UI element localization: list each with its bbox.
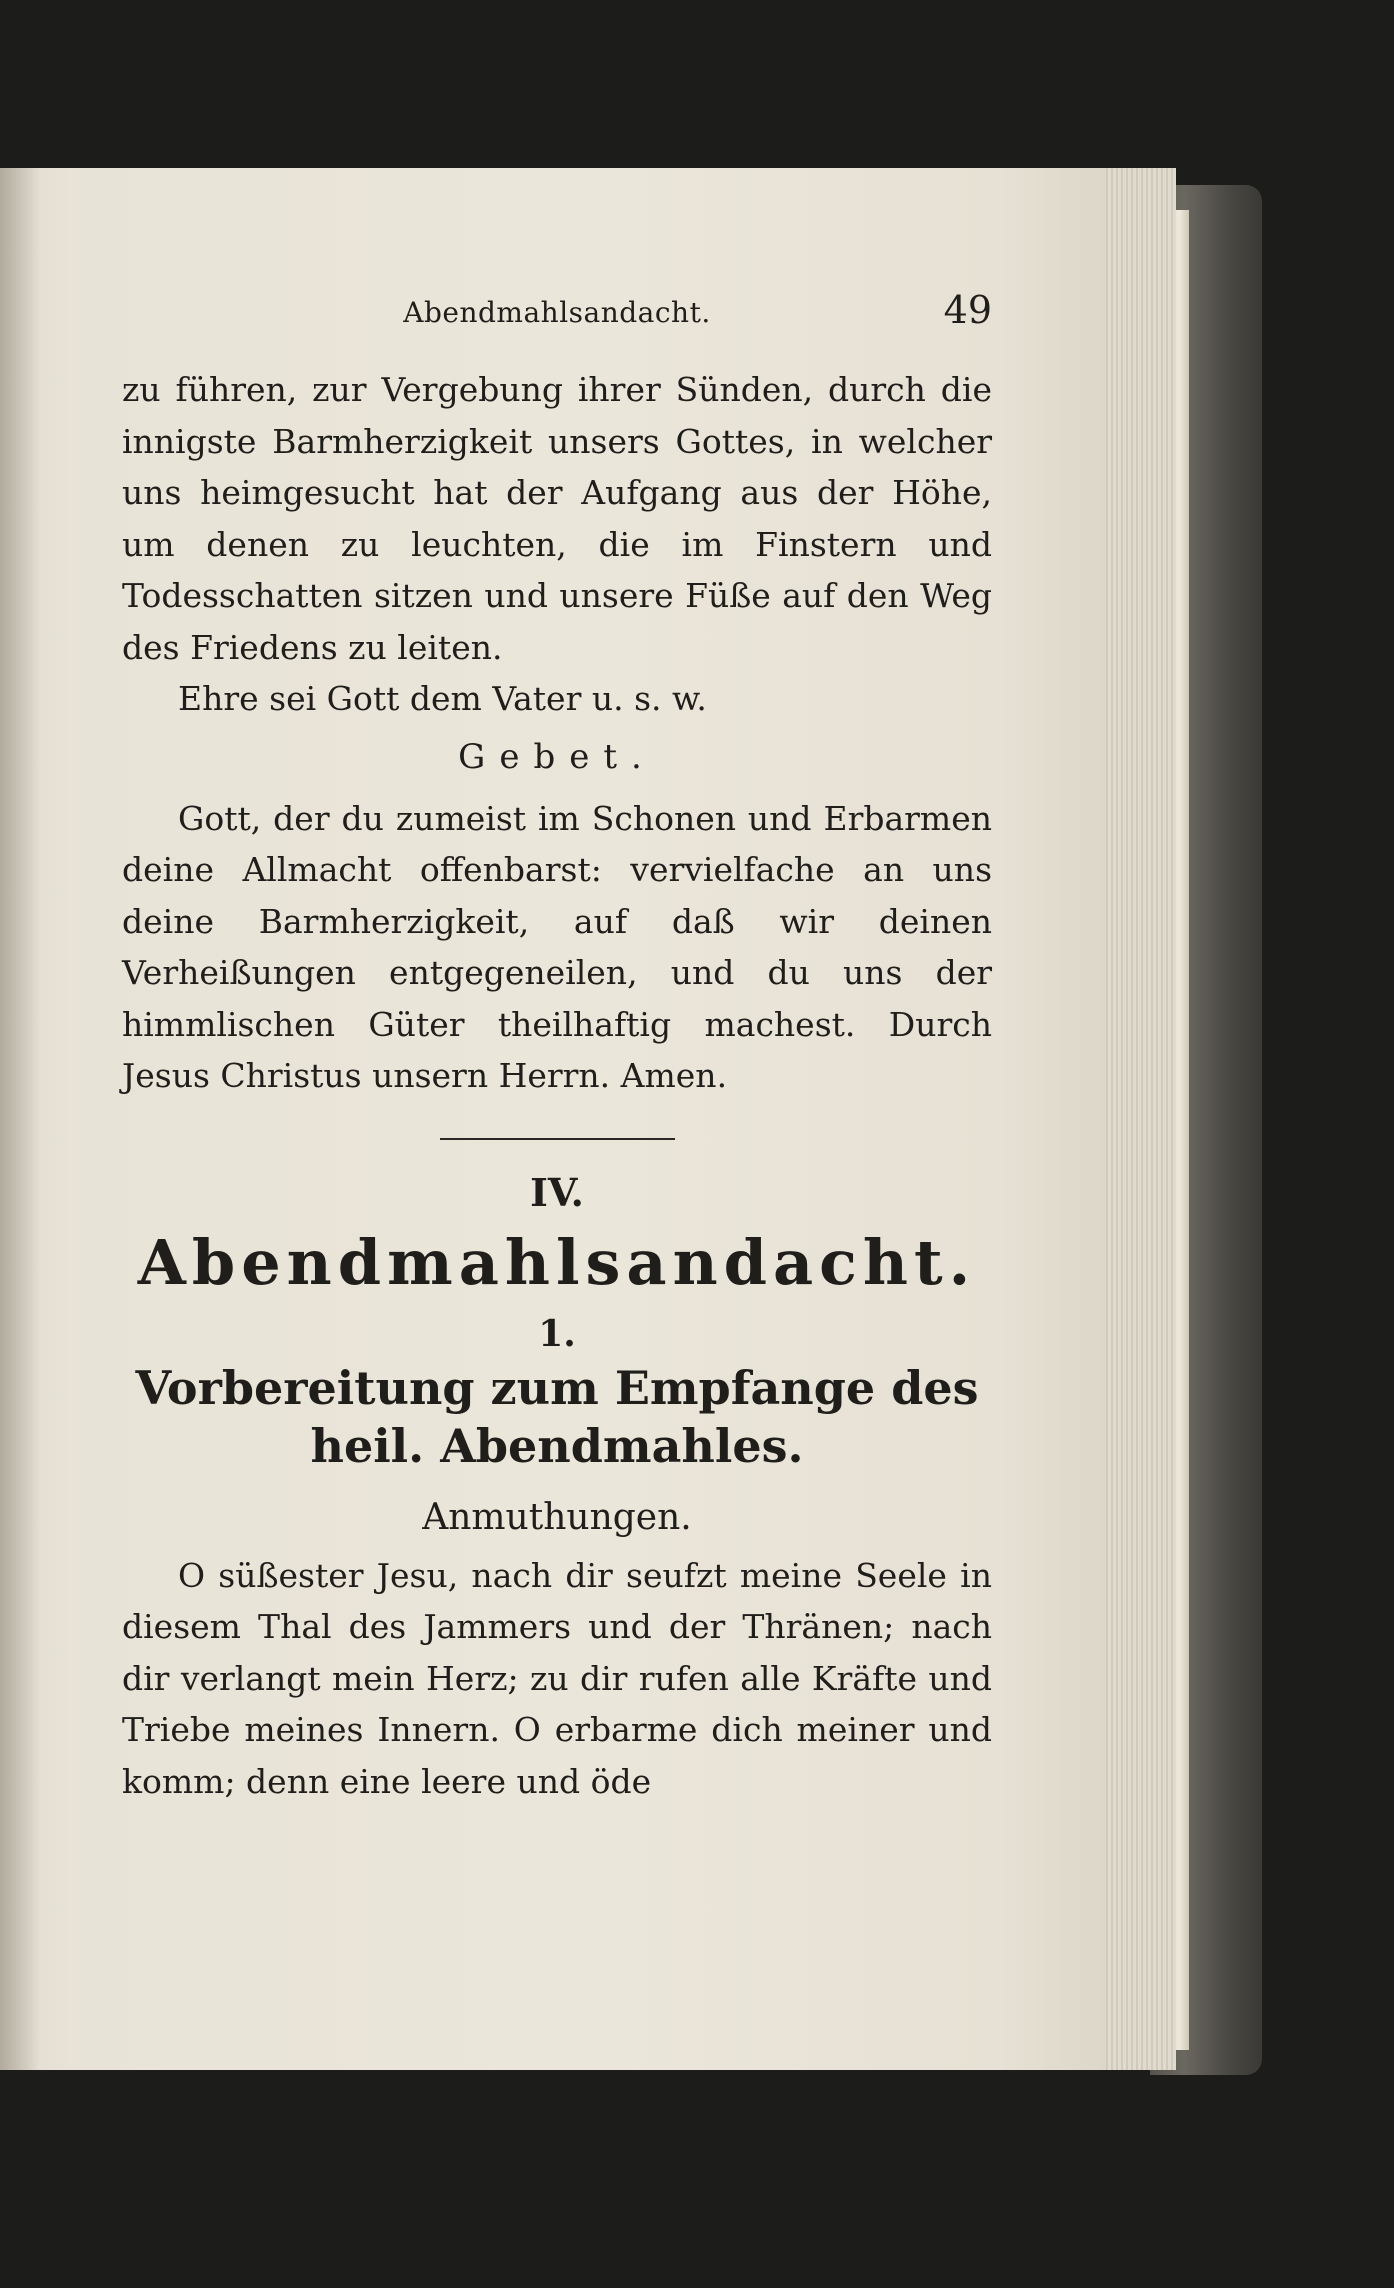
- section-number: IV.: [530, 1169, 584, 1215]
- subsection-heading: Anmuthungen.: [422, 1496, 692, 1538]
- section-divider: [440, 1138, 675, 1140]
- page-number: 49: [943, 288, 992, 332]
- page-text: [122, 288, 992, 1807]
- spine-shadow: [0, 168, 40, 2070]
- paragraph-doxology: Ehre sei Gott dem Vater u. s. w.: [178, 679, 707, 718]
- running-head: [122, 288, 992, 332]
- subsection-number: 1.: [538, 1312, 576, 1355]
- paragraph-prayer: Gott, der du zumeist im Schonen und Erbarmen deine Allmacht offenbarst: vervielfache an uns deine Barmherzigkeit, auf daß wir deinen Verheißungen entgegeneilen, und du uns der himmlischen Güter theilhaftig machest. Durch Jesus Christus unsern Herrn. Amen.: [122, 798, 992, 1095]
- running-title: Abendmahlsandacht.: [403, 296, 711, 329]
- subsection-title: Vorbereitung zum Empfange des heil. Abendmahles.: [135, 1360, 979, 1473]
- paragraph-anmuthungen: O süßester Jesu, nach dir seufzt meine Seele in diesem Thal des Jammers und der Thränen; nach dir verlangt mein Herz; zu dir rufen alle Kräfte und Triebe meines Innern. O erbarme dich meiner und komm; denn eine leere und öde: [122, 1555, 992, 1801]
- section-title: Abendmahlsandacht.: [137, 1225, 977, 1299]
- prayer-heading: Gebet.: [458, 736, 656, 777]
- paragraph-continuation: zu führen, zur Vergebung ihrer Sünden, durch die innigste Barmherzigkeit unsers Gottes, in welcher uns heimgesucht hat der Aufgang aus der Höhe, um denen zu leuchten, die im Finstern und Todesschatten sitzen und unsere Füße auf den Weg des Friedens zu leiten.: [122, 370, 992, 667]
